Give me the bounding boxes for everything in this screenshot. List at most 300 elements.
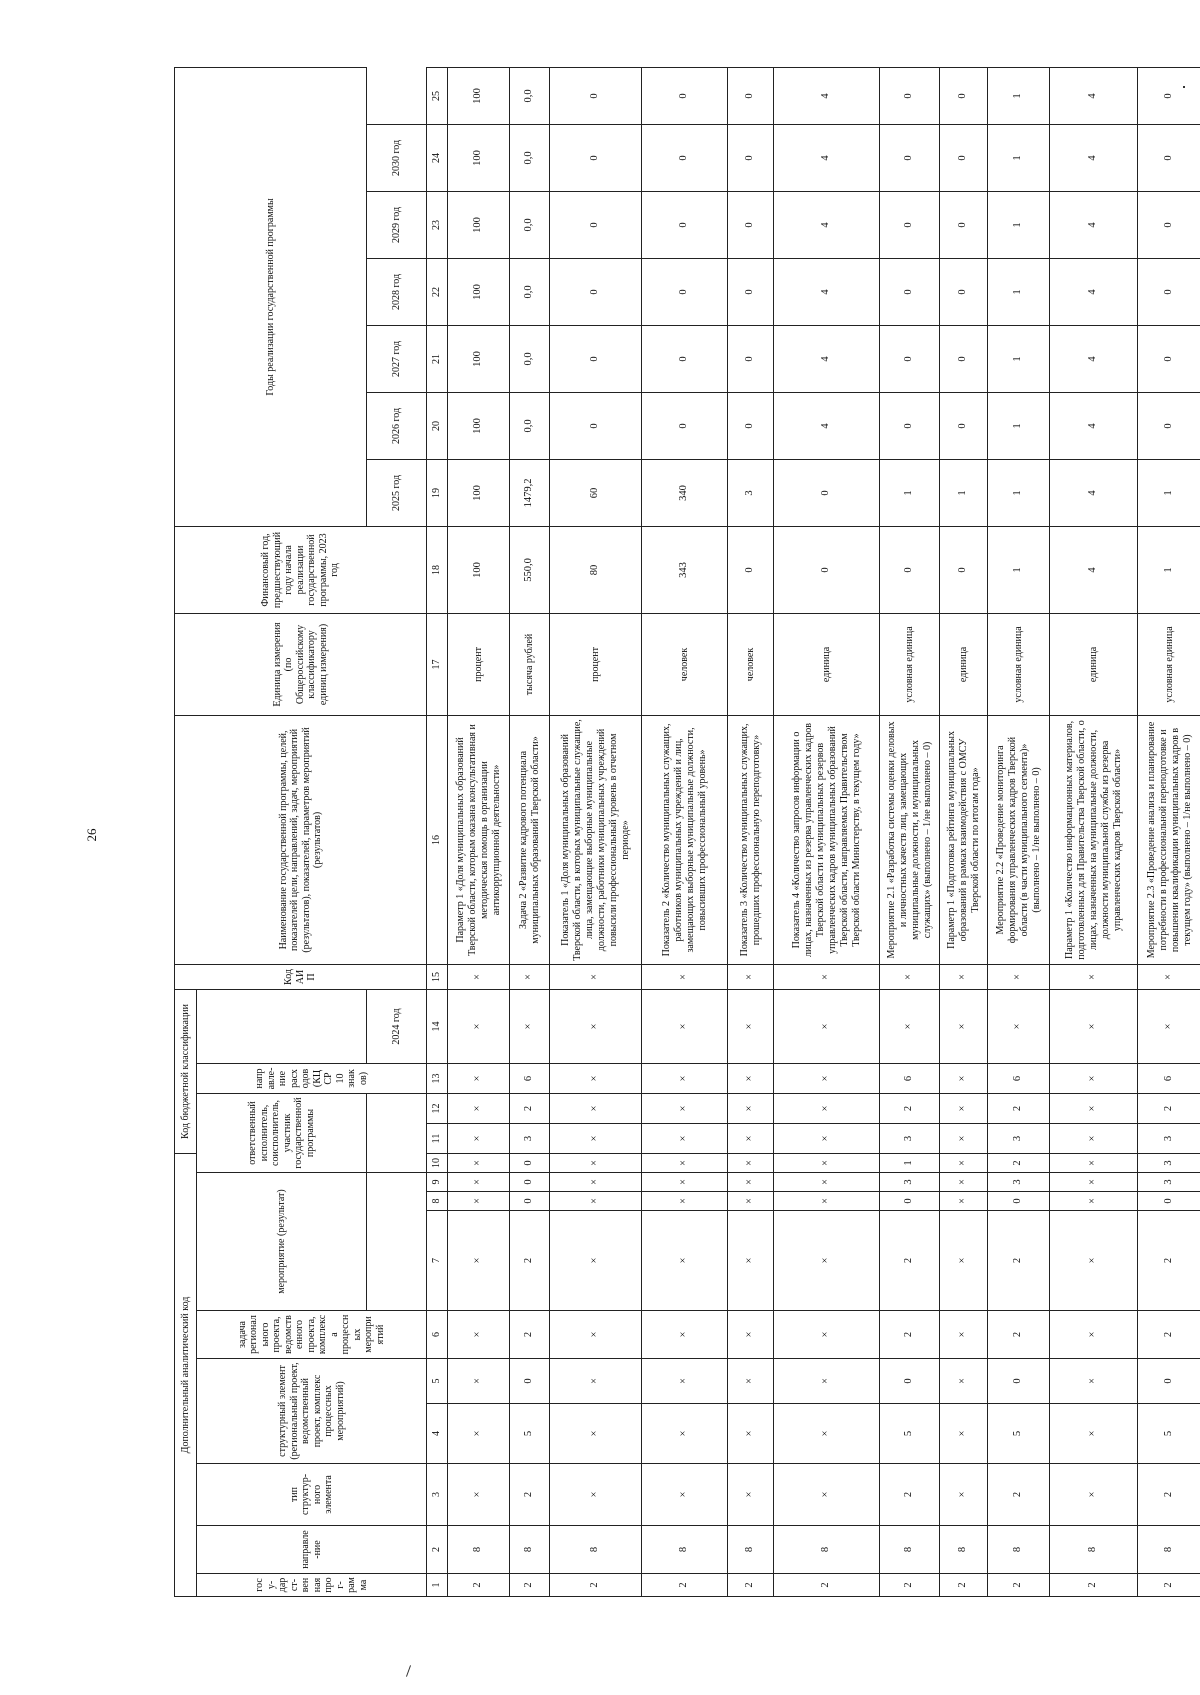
year-value-cell: 0 bbox=[1138, 392, 1200, 459]
year-value-cell: 0 bbox=[550, 124, 642, 191]
header-expense-direction: направле-ние расходов (КЦСР 10 знаков) bbox=[197, 1063, 427, 1093]
code-cell: × bbox=[550, 1123, 642, 1153]
code-cell: × bbox=[774, 1093, 880, 1123]
year-value-cell: 0 bbox=[940, 258, 988, 325]
code-cell: × bbox=[642, 989, 728, 1063]
unit-cell: человек bbox=[642, 613, 728, 715]
item-name-cell: Показатель 1 «Доля муниципальных образований Тверской области, в которых муниципальные служащие, лица, замещающие выборные муниципальные должности, работники муниципальных учреждений повысили профессиональный уровень в отчетном периоде» bbox=[550, 715, 642, 964]
year-value-cell: 0 bbox=[1138, 325, 1200, 392]
code-cell: × bbox=[728, 1123, 774, 1153]
code-cell: 8 bbox=[940, 1526, 988, 1574]
year-value-cell: 0 bbox=[642, 124, 728, 191]
year-value-cell: 100 bbox=[448, 191, 510, 258]
code-cell: × bbox=[940, 1093, 988, 1123]
code-cell: 2 bbox=[1138, 1574, 1200, 1597]
header-event-sub bbox=[367, 1173, 427, 1311]
year-value-cell: 100 bbox=[448, 67, 510, 124]
year-value-cell: 100 bbox=[448, 392, 510, 459]
column-index-cell: 15 bbox=[427, 964, 448, 989]
column-index-cell: 10 bbox=[427, 1153, 448, 1172]
code-cell: 3 bbox=[880, 1173, 940, 1192]
unit-cell: условная единица bbox=[1138, 613, 1200, 715]
code-cell: × bbox=[510, 989, 550, 1063]
header-unit: Единица измерения (по Общероссийскому классификатору единиц измерения) bbox=[175, 613, 427, 715]
year-value-cell: 0,0 bbox=[510, 325, 550, 392]
year-value-cell: 0 bbox=[880, 124, 940, 191]
code-cell: × bbox=[1050, 1359, 1138, 1404]
code-cell: 2 bbox=[1050, 1574, 1138, 1597]
scan-mark bbox=[406, 1665, 411, 1677]
code-cell: × bbox=[550, 1173, 642, 1192]
year-value-cell: 0 bbox=[728, 392, 774, 459]
code-cell: 2 bbox=[880, 1211, 940, 1311]
item-name-cell: Мероприятие 2.3 «Проведение анализа и планирование потребности в профессиональной переподготовке и повышении квалификации муниципальных кадров в текущем году» (выполнено – 1/не выполнено – 0) bbox=[1138, 715, 1200, 964]
column-index-cell: 3 bbox=[427, 1464, 448, 1526]
year-value-cell: 0 bbox=[940, 191, 988, 258]
column-index-cell: 25 bbox=[427, 67, 448, 124]
code-cell: × bbox=[550, 1404, 642, 1464]
code-cell: × bbox=[1050, 1404, 1138, 1464]
code-cell: × bbox=[550, 989, 642, 1063]
unit-cell: тысяча рублей bbox=[510, 613, 550, 715]
year-value-cell: 4 bbox=[774, 124, 880, 191]
code-cell: × bbox=[642, 1404, 728, 1464]
header-year: 2029 год bbox=[367, 191, 427, 258]
code-cell: × bbox=[728, 1173, 774, 1192]
code-cell: 2 bbox=[774, 1574, 880, 1597]
code-cell: × bbox=[448, 964, 510, 989]
code-cell: 8 bbox=[880, 1526, 940, 1574]
table-row bbox=[642, 67, 728, 1596]
code-cell: 2 bbox=[510, 1574, 550, 1597]
header-year: 2027 год bbox=[367, 325, 427, 392]
code-cell: × bbox=[940, 1311, 988, 1359]
code-cell: 2 bbox=[550, 1574, 642, 1597]
code-cell: 8 bbox=[448, 1526, 510, 1574]
table-row bbox=[880, 67, 940, 1596]
column-index-cell: 18 bbox=[427, 526, 448, 613]
column-index-cell: 24 bbox=[427, 124, 448, 191]
table-row bbox=[988, 67, 1050, 1596]
code-cell: 2 bbox=[988, 1211, 1050, 1311]
code-cell: × bbox=[550, 1093, 642, 1123]
year-value-cell: 0,0 bbox=[510, 258, 550, 325]
code-cell: × bbox=[774, 989, 880, 1063]
year-value-cell: 0 bbox=[940, 325, 988, 392]
year-value-cell: 0 bbox=[880, 392, 940, 459]
code-cell: 2 bbox=[510, 1464, 550, 1526]
code-cell: × bbox=[774, 1211, 880, 1311]
unit-cell: процент bbox=[448, 613, 510, 715]
year-value-cell: 4 bbox=[1050, 191, 1138, 258]
year-value-cell: 100 bbox=[448, 325, 510, 392]
header-year: 2024 год bbox=[367, 989, 427, 1063]
code-cell: 0 bbox=[510, 1153, 550, 1172]
base-year-value-cell: 343 bbox=[642, 526, 728, 613]
code-cell: × bbox=[550, 1211, 642, 1311]
code-cell: × bbox=[940, 1173, 988, 1192]
base-year-value-cell: 1 bbox=[988, 526, 1050, 613]
code-cell: 8 bbox=[550, 1526, 642, 1574]
code-cell: 6 bbox=[988, 1063, 1050, 1093]
year-value-cell: 0 bbox=[940, 392, 988, 459]
table-body bbox=[448, 67, 1200, 1596]
year-value-cell: 4 bbox=[774, 325, 880, 392]
code-cell: × bbox=[774, 1311, 880, 1359]
year-value-cell: 1 bbox=[988, 191, 1050, 258]
code-cell: × bbox=[728, 1404, 774, 1464]
code-cell: 2 bbox=[510, 1311, 550, 1359]
column-index-cell: 12 bbox=[427, 1093, 448, 1123]
code-cell: × bbox=[642, 1211, 728, 1311]
code-cell: 3 bbox=[1138, 1173, 1200, 1192]
year-value-cell: 4 bbox=[1050, 67, 1138, 124]
item-name-cell: Мероприятие 2.1 «Разработка системы оценки деловых и личностных качеств лиц, замещающих муниципальные должности, и муниципальных служащих» (выполнено – 1/не выполнено – 0) bbox=[880, 715, 940, 964]
year-value-cell: 0 bbox=[880, 258, 940, 325]
code-cell: 2 bbox=[988, 1574, 1050, 1597]
year-value-cell: 4 bbox=[1050, 124, 1138, 191]
unit-cell: процент bbox=[550, 613, 642, 715]
year-value-cell: 1 bbox=[988, 325, 1050, 392]
code-cell: × bbox=[1050, 1211, 1138, 1311]
column-index-cell: 23 bbox=[427, 191, 448, 258]
year-value-cell: 0 bbox=[642, 191, 728, 258]
code-cell: × bbox=[940, 1192, 988, 1211]
code-cell: × bbox=[880, 989, 940, 1063]
code-cell: × bbox=[448, 1464, 510, 1526]
unit-cell: условная единица bbox=[880, 613, 940, 715]
code-cell: 0 bbox=[880, 1359, 940, 1404]
header-direction: направле-ние bbox=[197, 1526, 427, 1574]
code-cell: × bbox=[550, 1464, 642, 1526]
year-value-cell: 1 bbox=[988, 67, 1050, 124]
code-cell: 2 bbox=[988, 1093, 1050, 1123]
year-value-cell: 0 bbox=[774, 459, 880, 526]
base-year-value-cell: 0 bbox=[728, 526, 774, 613]
code-cell: 0 bbox=[880, 1192, 940, 1211]
code-cell: × bbox=[774, 1464, 880, 1526]
year-value-cell: 0 bbox=[550, 191, 642, 258]
header-year: 2028 год bbox=[367, 258, 427, 325]
year-value-cell: 100 bbox=[448, 258, 510, 325]
base-year-value-cell: 550,0 bbox=[510, 526, 550, 613]
code-cell: 2 bbox=[880, 1093, 940, 1123]
code-cell: 3 bbox=[988, 1123, 1050, 1153]
year-value-cell: 4 bbox=[774, 392, 880, 459]
year-value-cell: 0 bbox=[728, 325, 774, 392]
code-cell: × bbox=[728, 1192, 774, 1211]
year-value-cell: 0 bbox=[880, 67, 940, 124]
code-cell: × bbox=[448, 1123, 510, 1153]
code-cell: × bbox=[728, 1464, 774, 1526]
code-cell: × bbox=[448, 1063, 510, 1093]
code-cell: × bbox=[1138, 964, 1200, 989]
year-value-cell: 0 bbox=[880, 191, 940, 258]
code-cell: 5 bbox=[1138, 1404, 1200, 1464]
item-name-cell: Показатель 2 «Количество муниципальных служащих, работников муниципальных учреждений и лиц, замещающих выборные муниципальные должности, повысивших профессиональный уровень» bbox=[642, 715, 728, 964]
year-value-cell: 0 bbox=[642, 67, 728, 124]
code-cell: 2 bbox=[642, 1574, 728, 1597]
year-value-cell: 0 bbox=[728, 124, 774, 191]
year-value-cell: 1 bbox=[988, 258, 1050, 325]
code-cell: × bbox=[510, 964, 550, 989]
item-name-cell: Параметр 1 «Количество информационных материалов, подготовленных для Правительства Тверской области, о лицах, назначенных на муниципальные должности, должности муниципальной службы из резерва управленческих кадров Тверской области» bbox=[1050, 715, 1138, 964]
year-value-cell: 4 bbox=[774, 67, 880, 124]
header-task: задача регионального проекта, ведомственного проекта, комплекса процессных мероприятий bbox=[197, 1311, 427, 1359]
code-cell: × bbox=[940, 1123, 988, 1153]
header-struct-element: структурный элемент (региональный проект, ведомственный проект, комплекс процессных мероприятий) bbox=[197, 1359, 427, 1464]
code-cell: 5 bbox=[880, 1404, 940, 1464]
year-value-cell: 1 bbox=[880, 459, 940, 526]
code-cell: 3 bbox=[880, 1123, 940, 1153]
code-cell: 8 bbox=[774, 1526, 880, 1574]
code-cell: × bbox=[728, 1153, 774, 1172]
year-value-cell: 1 bbox=[988, 124, 1050, 191]
year-value-cell: 0 bbox=[550, 325, 642, 392]
year-value-cell: 0 bbox=[728, 67, 774, 124]
year-value-cell: 0,0 bbox=[510, 191, 550, 258]
code-cell: 8 bbox=[510, 1526, 550, 1574]
code-cell: × bbox=[550, 1153, 642, 1172]
code-cell: × bbox=[940, 1153, 988, 1172]
column-index-cell: 9 bbox=[427, 1173, 448, 1192]
year-value-cell: 0,0 bbox=[510, 392, 550, 459]
column-index-cell: 5 bbox=[427, 1359, 448, 1404]
code-cell: × bbox=[550, 1192, 642, 1211]
base-year-value-cell: 100 bbox=[448, 526, 510, 613]
table-row bbox=[550, 67, 642, 1596]
year-value-cell: 0 bbox=[550, 67, 642, 124]
header-aip-code: Код АИП bbox=[175, 964, 427, 989]
code-cell: × bbox=[774, 1123, 880, 1153]
header-year: 2025 год bbox=[367, 459, 427, 526]
item-name-cell: Параметр 1 «Доля муниципальных образований Тверской области, которым оказана консультативная и методическая помощь в организации антикоррупционной деятельности» bbox=[448, 715, 510, 964]
code-cell: 3 bbox=[1138, 1123, 1200, 1153]
year-value-cell: 1 bbox=[940, 459, 988, 526]
code-cell: × bbox=[642, 1153, 728, 1172]
header-executor-sub bbox=[367, 1093, 427, 1172]
base-year-value-cell: 1 bbox=[1138, 526, 1200, 613]
year-value-cell: 0 bbox=[550, 258, 642, 325]
year-value-cell: 60 bbox=[550, 459, 642, 526]
year-value-cell: 0 bbox=[1138, 67, 1200, 124]
code-cell: 0 bbox=[510, 1359, 550, 1404]
code-cell: 2 bbox=[880, 1311, 940, 1359]
year-value-cell: 0 bbox=[728, 191, 774, 258]
page-number: 26 bbox=[84, 828, 99, 842]
code-cell: × bbox=[448, 1173, 510, 1192]
code-cell: × bbox=[550, 964, 642, 989]
code-cell: 8 bbox=[988, 1526, 1050, 1574]
year-value-cell: 0,0 bbox=[510, 67, 550, 124]
code-cell: 2 bbox=[1138, 1211, 1200, 1311]
code-cell: × bbox=[1050, 1093, 1138, 1123]
year-value-cell: 0 bbox=[642, 325, 728, 392]
code-cell: × bbox=[728, 989, 774, 1063]
base-year-value-cell: 4 bbox=[1050, 526, 1138, 613]
code-cell: × bbox=[774, 1063, 880, 1093]
code-cell: × bbox=[448, 989, 510, 1063]
rotated-table-container bbox=[174, 88, 1193, 1597]
table-row bbox=[510, 67, 550, 1596]
column-index-cell: 19 bbox=[427, 459, 448, 526]
year-value-cell: 0 bbox=[1138, 124, 1200, 191]
base-year-value-cell: 0 bbox=[774, 526, 880, 613]
code-cell: × bbox=[448, 1359, 510, 1404]
header-struct-type: тип структур-ного элемента bbox=[197, 1464, 427, 1526]
code-cell: × bbox=[988, 964, 1050, 989]
base-year-value-cell: 0 bbox=[940, 526, 988, 613]
column-index-cell: 11 bbox=[427, 1123, 448, 1153]
column-index-cell: 21 bbox=[427, 325, 448, 392]
table-row bbox=[940, 67, 988, 1596]
year-value-cell: 0 bbox=[550, 392, 642, 459]
code-cell: 2 bbox=[510, 1211, 550, 1311]
year-value-cell: 4 bbox=[774, 191, 880, 258]
column-index-cell: 4 bbox=[427, 1404, 448, 1464]
code-cell: × bbox=[940, 989, 988, 1063]
code-cell: 0 bbox=[1138, 1192, 1200, 1211]
code-cell: × bbox=[774, 1173, 880, 1192]
column-index-cell: 2 bbox=[427, 1526, 448, 1574]
code-cell: × bbox=[1050, 1063, 1138, 1093]
code-cell: × bbox=[940, 964, 988, 989]
column-index-cell: 22 bbox=[427, 258, 448, 325]
code-cell: 2 bbox=[988, 1311, 1050, 1359]
code-cell: 8 bbox=[1050, 1526, 1138, 1574]
code-cell: × bbox=[550, 1311, 642, 1359]
year-value-cell: 0 bbox=[1138, 191, 1200, 258]
code-cell: 5 bbox=[510, 1404, 550, 1464]
code-cell: × bbox=[1050, 1153, 1138, 1172]
year-value-cell: 4 bbox=[1050, 392, 1138, 459]
code-cell: × bbox=[940, 1063, 988, 1093]
header-name: Наименование государственной программы, целей, показателей цели, направлений, задач, мероприятий (результатов), показателей, параметров мероприятий (результатов) bbox=[175, 715, 427, 964]
year-value-cell: 4 bbox=[1050, 459, 1138, 526]
code-cell: × bbox=[774, 1404, 880, 1464]
header-executor: ответственный исполнитель, соисполнитель, участник государственной программы bbox=[197, 1093, 367, 1172]
table-row bbox=[1138, 67, 1200, 1596]
code-cell: 2 bbox=[880, 1464, 940, 1526]
code-cell: × bbox=[1138, 989, 1200, 1063]
code-cell: × bbox=[550, 1063, 642, 1093]
code-cell: × bbox=[448, 1153, 510, 1172]
year-value-cell: 1 bbox=[1138, 459, 1200, 526]
code-cell: 2 bbox=[448, 1574, 510, 1597]
column-index-row bbox=[427, 67, 448, 1596]
header-row-1 bbox=[175, 67, 197, 1596]
column-index-cell: 13 bbox=[427, 1063, 448, 1093]
column-index-cell: 1 bbox=[427, 1574, 448, 1597]
year-value-cell: 340 bbox=[642, 459, 728, 526]
code-cell: × bbox=[988, 989, 1050, 1063]
header-event: мероприятие (результат) bbox=[197, 1173, 367, 1311]
unit-cell: единица bbox=[774, 613, 880, 715]
code-cell: 0 bbox=[510, 1192, 550, 1211]
code-cell: 1 bbox=[880, 1153, 940, 1172]
code-cell: 6 bbox=[1138, 1063, 1200, 1093]
code-cell: × bbox=[940, 1359, 988, 1404]
code-cell: 8 bbox=[642, 1526, 728, 1574]
code-cell: × bbox=[728, 1359, 774, 1404]
unit-cell: условная единица bbox=[988, 613, 1050, 715]
code-cell: × bbox=[642, 1359, 728, 1404]
code-cell: × bbox=[728, 964, 774, 989]
code-cell: × bbox=[774, 1192, 880, 1211]
code-cell: 8 bbox=[1138, 1526, 1200, 1574]
table-row bbox=[1050, 67, 1138, 1596]
header-budget-code: Код бюджетной классификации bbox=[175, 989, 197, 1153]
column-index-cell: 14 bbox=[427, 989, 448, 1063]
code-cell: 2 bbox=[728, 1574, 774, 1597]
year-value-cell: 0 bbox=[642, 258, 728, 325]
column-index-cell: 7 bbox=[427, 1211, 448, 1311]
column-index-cell: 20 bbox=[427, 392, 448, 459]
code-cell: 3 bbox=[510, 1123, 550, 1153]
year-value-cell: 0 bbox=[940, 67, 988, 124]
year-value-cell: 0 bbox=[940, 124, 988, 191]
item-name-cell: Показатель 3 «Количество муниципальных служащих, прошедших профессиональную переподготовку» bbox=[728, 715, 774, 964]
item-name-cell: Мероприятие 2.2 «Проведение мониторинга формирования управленческих кадров Тверской области (в части муниципального сегмента)» (выполнено – 1/не выполнено – 0) bbox=[988, 715, 1050, 964]
code-cell: × bbox=[448, 1192, 510, 1211]
year-value-cell: 0 bbox=[1138, 258, 1200, 325]
year-value-cell: 0 bbox=[880, 325, 940, 392]
column-index-cell: 17 bbox=[427, 613, 448, 715]
year-value-cell: 1 bbox=[988, 392, 1050, 459]
code-cell: 6 bbox=[510, 1063, 550, 1093]
year-value-cell: 1479,2 bbox=[510, 459, 550, 526]
code-cell: × bbox=[448, 1311, 510, 1359]
year-value-cell: 3 bbox=[728, 459, 774, 526]
code-cell: × bbox=[642, 1093, 728, 1123]
program-indicators-table bbox=[174, 67, 1200, 1597]
code-cell: 2 bbox=[1138, 1464, 1200, 1526]
year-value-cell: 1 bbox=[988, 459, 1050, 526]
year-value-cell: 0,0 bbox=[510, 124, 550, 191]
code-cell: × bbox=[728, 1093, 774, 1123]
table-row bbox=[774, 67, 880, 1596]
code-cell: × bbox=[940, 1404, 988, 1464]
code-cell: × bbox=[448, 1404, 510, 1464]
header-program: госу-дарст-венная прог-рамма bbox=[197, 1574, 427, 1597]
unit-cell: единица bbox=[1050, 613, 1138, 715]
column-index-cell: 16 bbox=[427, 715, 448, 964]
code-cell: × bbox=[1050, 964, 1138, 989]
code-cell: × bbox=[642, 964, 728, 989]
unit-cell: человек bbox=[728, 613, 774, 715]
code-cell: × bbox=[642, 1311, 728, 1359]
code-cell: 0 bbox=[988, 1192, 1050, 1211]
header-year: 2026 год bbox=[367, 392, 427, 459]
code-cell: 0 bbox=[510, 1173, 550, 1192]
code-cell: × bbox=[728, 1311, 774, 1359]
code-cell: × bbox=[448, 1093, 510, 1123]
base-year-value-cell: 80 bbox=[550, 526, 642, 613]
code-cell: × bbox=[1050, 1464, 1138, 1526]
code-cell: × bbox=[550, 1359, 642, 1404]
code-cell: × bbox=[774, 1153, 880, 1172]
code-cell: 5 bbox=[988, 1404, 1050, 1464]
item-name-cell: Задача 2 «Развитие кадрового потенциала муниципальных образований Тверской области» bbox=[510, 715, 550, 964]
column-index-cell: 8 bbox=[427, 1192, 448, 1211]
code-cell: × bbox=[642, 1123, 728, 1153]
code-cell: 8 bbox=[728, 1526, 774, 1574]
code-cell: × bbox=[774, 1359, 880, 1404]
item-name-cell: Параметр 1 «Подготовка рейтинга муниципальных образований в рамках взаимодействия с ОМСУ Тверской области по итогам года» bbox=[940, 715, 988, 964]
year-value-cell: 0 bbox=[728, 258, 774, 325]
code-cell: 0 bbox=[1138, 1359, 1200, 1404]
code-cell: × bbox=[940, 1211, 988, 1311]
